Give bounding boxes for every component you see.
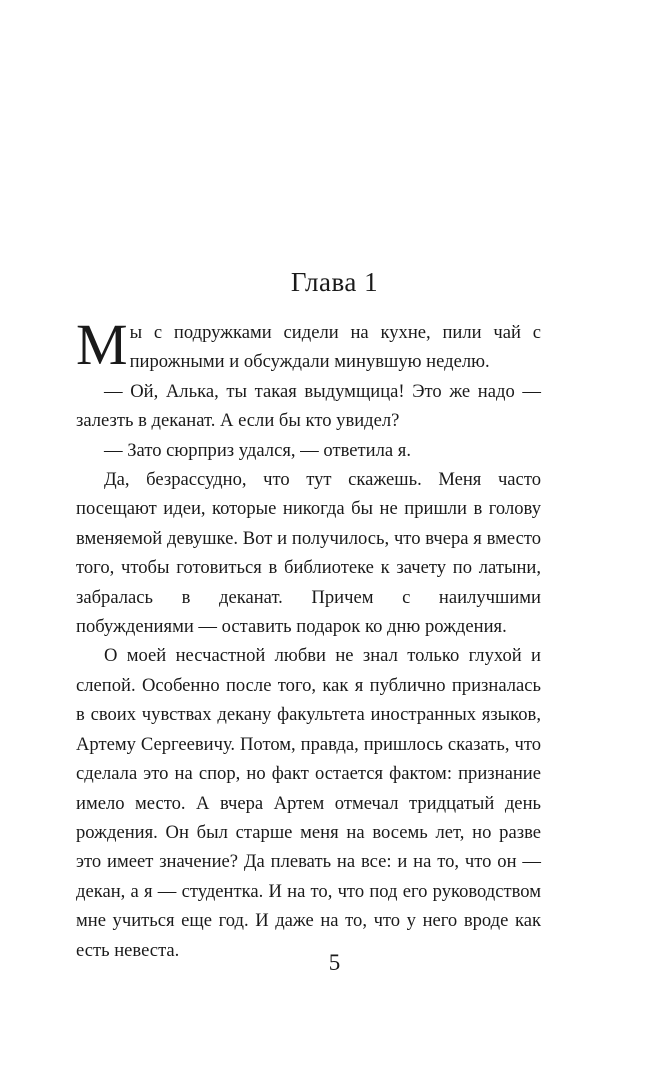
paragraph-5: О моей несчастной любви не знал только глухой и слепой. Особенно после того, как я публично призналась в своих чувствах декану факультета иностранных языков, Артему Сергеевичу. Потом, правда, пришлось сказать, что сделала это на спор, но факт остается фактом: признание имело место. А вчера Артем отмечал тридцатый день рождения. Он был старше меня на восемь лет, но разве это имеет значение? Да плевать на все: и на то, что он — декан, а я — студентка. И на то, что под его руководством мне учиться еще год. И даже на то, что у него вроде как есть невеста. <box>76 645 541 961</box>
paragraph-3: — Зато сюрприз удался, — ответила я. <box>104 439 411 461</box>
drop-cap: М <box>76 312 128 377</box>
paragraph-1-text: ы с подружками сидели на кухне, пили чай с пирожными и обсуждали минувшую неделю. <box>129 322 541 373</box>
chapter-title: Глава 1 <box>290 267 379 297</box>
body-text <box>76 312 541 965</box>
paragraph-1 <box>76 312 541 377</box>
paragraph-2: — Ой, Алька, ты такая выдумщица! Это же надо — залезть в деканат. А если бы кто увидел? <box>76 380 541 432</box>
page-number: 5 <box>328 950 341 975</box>
paragraph-4: Да, безрассудно, что тут скажешь. Меня часто посещают идеи, которые никогда бы не пришли в голову вменяемой девушке. Вот и получилось, что вчера я вместо того, чтобы готовиться в библиотеке к зачету по латыни, забралась в деканат. Причем с наилучшими побуждениями — оставить подарок ко дню рождения. <box>76 469 541 638</box>
